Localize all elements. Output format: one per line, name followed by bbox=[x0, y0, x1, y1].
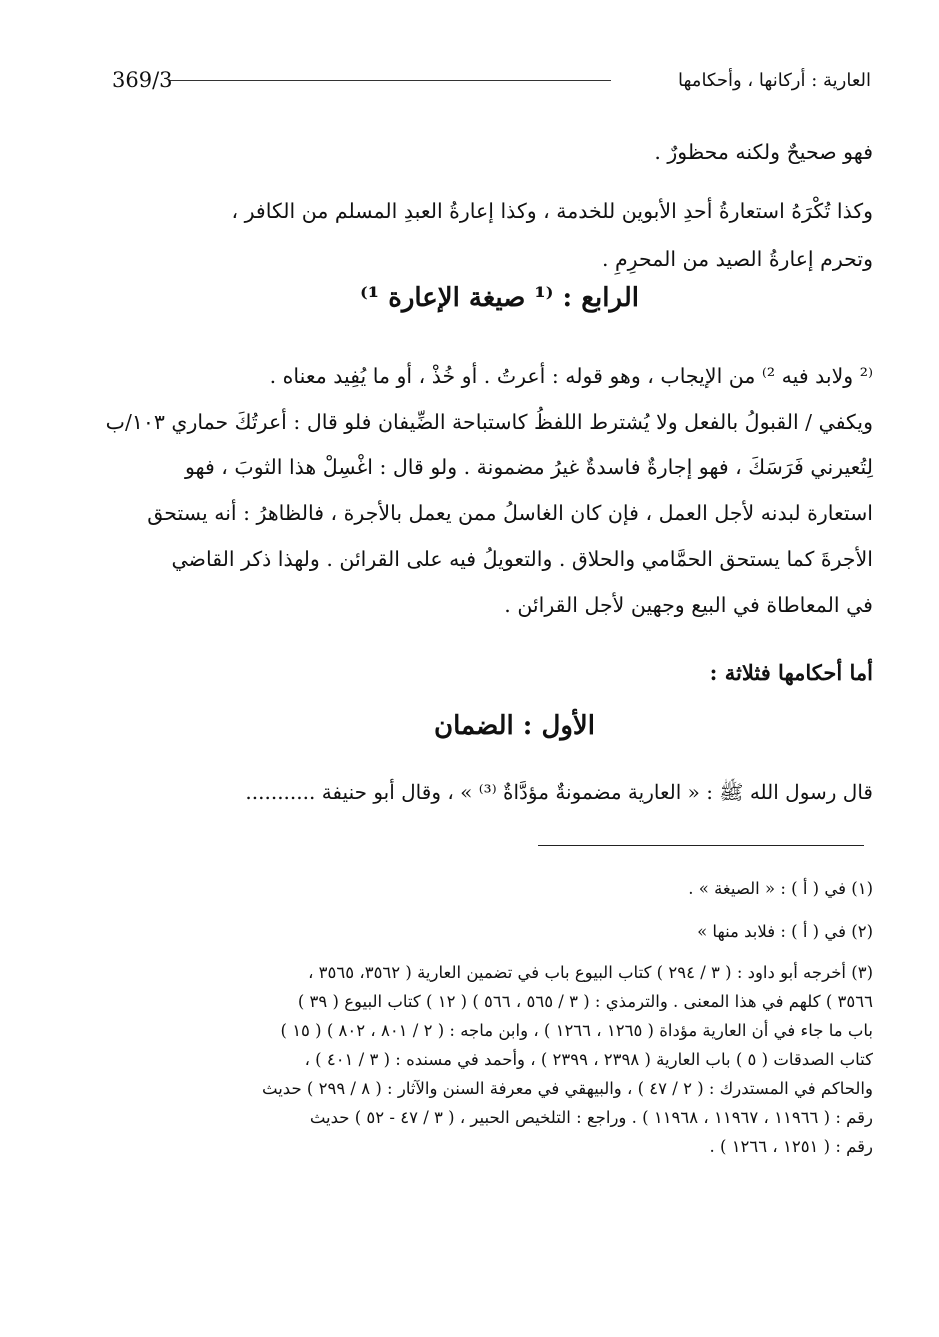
header-rule bbox=[170, 80, 611, 81]
section-heading-fourth: الرابع : ⁽¹ صيغة الإعارة ¹⁾ bbox=[360, 283, 639, 313]
paragraph-istiara bbox=[86, 187, 873, 283]
footnote-3-line: باب ما جاء في أن العارية مؤداة ( ١٢٦٥ ، ١٢٦٦ ) ، وابن ماجه : ( ٢ / ٨٠١ ، ٨٠٢ ) ( ١٥ ) bbox=[280, 1021, 873, 1040]
paragraph-line: لِتُعيرني فَرَسَكَ ، فهو إجارةٌ فاسدةٌ غيرُ مضمونة . ولو قال : اغْسِلْ هذا الثوبَ ، فهو bbox=[184, 455, 873, 480]
paragraph-line: استعارة لبدنه لأجل العمل ، فإن كان الغاسلُ ممن يعمل بالأجرة ، فالظاهرُ : أنه يستحق bbox=[147, 501, 873, 526]
paragraph-line: ⁽² ولابد فيه ²⁾ من الإيجاب ، وهو قوله : أعرتُ . أو خُذْ ، أو ما يُفِيد معناه . bbox=[269, 364, 873, 388]
section-heading-first: الأول : الضمان bbox=[434, 711, 595, 741]
footnote-3-line: رقم : ( ١٢٥١ ، ١٢٦٦ ) . bbox=[709, 1137, 873, 1156]
footnote-1: (١) في ( أ ) : « الصيغة » . bbox=[688, 879, 873, 898]
footnote-2: (٢) في ( أ ) : فلابد منها » bbox=[697, 922, 873, 941]
running-header bbox=[112, 68, 871, 104]
page-number: 369/3 bbox=[112, 68, 173, 92]
footnote-separator bbox=[538, 845, 864, 846]
paragraph-sigha bbox=[20, 354, 873, 628]
footnote-3-line: (٣) أخرجه أبو داود : ( ٣ / ٢٩٤ ) كتاب البيوع باب في تضمين العارية ( ٣٥٦٢، ٣٥٦٥ ، bbox=[308, 963, 873, 982]
paragraph-line: ويكفي / القبولُ بالفعل ولا يُشترط اللفظُ كاستباحة الضِّيفان فلو قال : أعرتُكَ حماري ١٠٣/ب bbox=[105, 409, 873, 434]
paragraph-line: الأجرةَ كما يستحق الحمَّامي والحلاق . والتعويلُ فيه على القرائن . ولهذا ذكر القاضي bbox=[171, 546, 873, 571]
footnote-3-line: كتاب الصدقات ( ٥ ) باب العارية ( ٢٣٩٨ ، ٢٣٩٩ ) ، وأحمد في مسنده : ( ٣ / ٤٠١ ) ، bbox=[304, 1050, 873, 1069]
paragraph-line: في المعاطاة في البيع وجهين لأجل القرائن . bbox=[504, 592, 873, 617]
paragraph-hadith: قال رسول الله ﷺ : « العارية مضمونةٌ مؤدَّاةٌ ⁽³⁾ » ، وقال أبو حنيفة ........... bbox=[245, 780, 873, 804]
subheading-rulings: أما أحكامها فثلاثة : bbox=[709, 660, 873, 685]
paragraph-line: وكذا تُكْرَهُ استعارةُ أحدِ الأبوين للخدمة ، وكذا إعارةُ العبدِ المسلم من الكافر ، bbox=[231, 199, 873, 223]
paragraph-line: وتحرم إعارةُ الصيد من المحرِمِ . bbox=[601, 247, 873, 271]
footnote-3-line: ٣٥٦٦ ) كلهم في هذا المعنى . والترمذي : ( ٣ / ٥٦٥ ، ٥٦٦ ) ( ١٢ ) كتاب البيوع ( ٣٩ ) bbox=[297, 992, 873, 1011]
footnote-3-line: رقم : ( ١١٩٦٦ ، ١١٩٦٧ ، ١١٩٦٨ ) . وراجع : التلخيص الحبير ، ( ٣ / ٤٧ - ٥٢ ) حديث bbox=[309, 1108, 873, 1127]
paragraph-intro: فهو صحيحٌ ولكنه محظورٌ . bbox=[654, 140, 873, 164]
footnote-3-line: والحاكم في المستدرك : ( ٢ / ٤٧ ) ، والبيهقي في معرفة السنن والآثار : ( ٨ / ٢٩٩ ) حديث bbox=[262, 1079, 873, 1098]
running-title: العارية : أركانها ، وأحكامها bbox=[678, 70, 871, 91]
footnotes bbox=[90, 872, 873, 1161]
